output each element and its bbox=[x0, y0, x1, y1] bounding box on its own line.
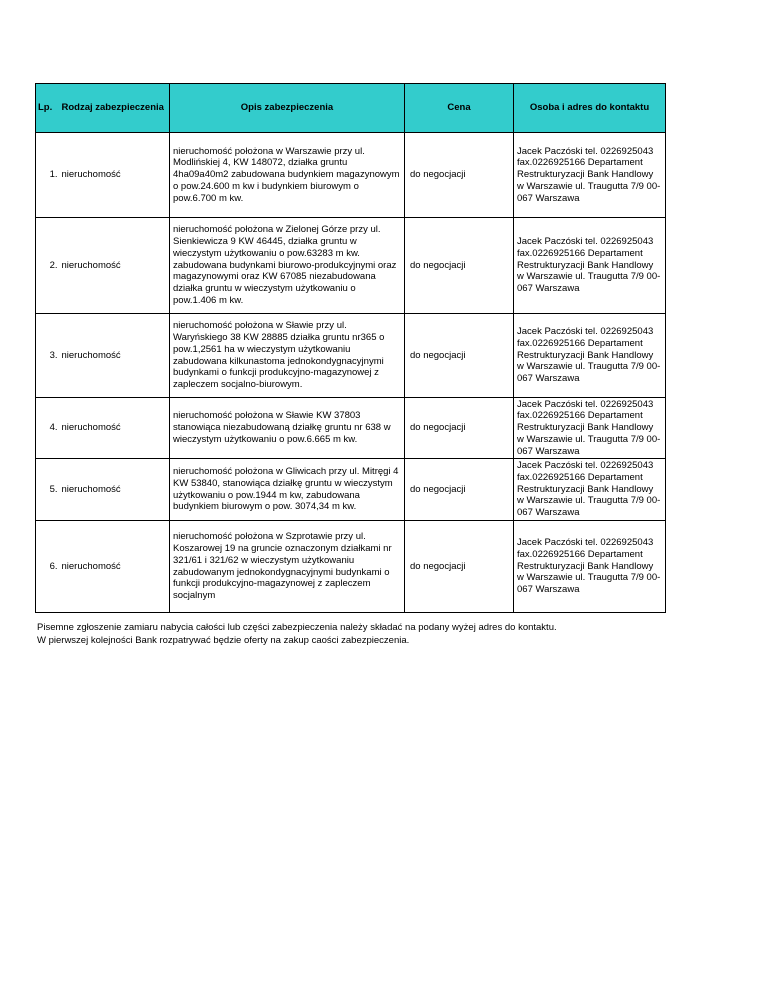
header-kontakt: Osoba i adres do kontaktu bbox=[514, 84, 666, 133]
row-kontakt: Jacek Paczóski tel. 0226925043 fax.0226925166 Departament Restrukturyzacji Bank Handlowy w Warszawie ul. Traugutta 7/9 00-067 Warszawa bbox=[514, 521, 666, 613]
table-row bbox=[36, 314, 666, 398]
footer-line-1: Pisemne zgłoszenie zamiaru nabycia całości lub części zabezpieczenia należy składać na podany wyżej adres do kontaktu. bbox=[37, 622, 557, 633]
row-kontakt: Jacek Paczóski tel. 0226925043 fax.0226925166 Departament Restrukturyzacji Bank Handlowy w Warszawie ul. Traugutta 7/9 00-067 Warszawa bbox=[514, 133, 666, 218]
header-lp: Lp. bbox=[36, 84, 60, 133]
footer-line-2: W pierwszej kolejności Bank rozpatrywać będzie oferty na zakup caości zabezpieczenia. bbox=[37, 634, 410, 646]
row-lp: 6. bbox=[36, 521, 60, 613]
header-cena: Cena bbox=[405, 84, 514, 133]
row-rodzaj: nieruchomość bbox=[60, 218, 170, 314]
table-row bbox=[36, 398, 666, 459]
footer-note bbox=[37, 622, 557, 647]
row-cena: do negocjacji bbox=[405, 218, 514, 314]
row-opis: nieruchomość położona w Szprotawie przy ul. Koszarowej 19 na gruncie oznaczonym działkami nr 321/61 i 321/62 w wieczystym użytkowaniu zabudowanym jednokondygnacyjnymi budynkami o funkcji produkcyjno-magazynowej z zapleczem socjalnym bbox=[170, 521, 405, 613]
table-row bbox=[36, 218, 666, 314]
row-cena: do negocjacji bbox=[405, 521, 514, 613]
row-opis: nieruchomość położona w Gliwicach przy ul. Mitręgi 4 KW 53840, stanowiąca działkę gruntu w wieczystym użytkowaniu o pow.1944 m kw, zabudowana budynkiem biurowym o pow. 3074,34 m kw. bbox=[170, 459, 405, 521]
row-rodzaj: nieruchomość bbox=[60, 398, 170, 459]
header-rodzaj: Rodzaj zabezpieczenia bbox=[60, 84, 170, 133]
row-rodzaj: nieruchomość bbox=[60, 314, 170, 398]
row-lp: 1. bbox=[36, 133, 60, 218]
row-opis: nieruchomość położona w Zielonej Górze przy ul. Sienkiewicza 9 KW 46445, działka gruntu w wieczystym użytkowaniu o pow.63283 m kw. zabudowana budynkami biurowo-produkcyjnymi oraz magazynowymi oraz KW 67085 niezabudowana działka gruntu w wieczystym użytkowaniu o pow.1.406 m kw. bbox=[170, 218, 405, 314]
row-kontakt: Jacek Paczóski tel. 0226925043 fax.0226925166 Departament Restrukturyzacji Bank Handlowy w Warszawie ul. Traugutta 7/9 00-067 Warszawa bbox=[514, 314, 666, 398]
row-cena: do negocjacji bbox=[405, 459, 514, 521]
row-cena: do negocjacji bbox=[405, 398, 514, 459]
row-lp: 2. bbox=[36, 218, 60, 314]
row-kontakt: Jacek Paczóski tel. 0226925043 fax.0226925166 Departament Restrukturyzacji Bank Handlowy w Warszawie ul. Traugutta 7/9 00-067 Warszawa bbox=[514, 218, 666, 314]
row-rodzaj: nieruchomość bbox=[60, 133, 170, 218]
table-row bbox=[36, 521, 666, 613]
row-cena: do negocjacji bbox=[405, 314, 514, 398]
row-lp: 5. bbox=[36, 459, 60, 521]
row-kontakt: Jacek Paczóski tel. 0226925043 fax.0226925166 Departament Restrukturyzacji Bank Handlowy w Warszawie ul. Traugutta 7/9 00-067 Warszawa bbox=[514, 459, 666, 521]
row-opis: nieruchomość położona w Sławie przy ul. Waryńskiego 38 KW 28885 działka gruntu nr365 o pow.1,2561 ha w wieczystym użytkowaniu zabudowana kilkunastoma jednokondygnacyjnymi budynkami o funkcji produkcyjno-magazynowej z zapleczem socjalno-biurowym. bbox=[170, 314, 405, 398]
row-opis: nieruchomość położona w Warszawie przy ul. Modlińskiej 4, KW 148072, działka gruntu 4ha09a40m2 zabudowana budynkiem magazynowym o pow.24.600 m kw i budynkiem biurowym o pow.6.700 m kw. bbox=[170, 133, 405, 218]
row-lp: 3. bbox=[36, 314, 60, 398]
table-row bbox=[36, 133, 666, 218]
table-header-row bbox=[36, 84, 666, 133]
security-table bbox=[35, 83, 666, 613]
row-opis: nieruchomość położona w Sławie KW 37803 stanowiąca niezabudowaną działkę gruntu nr 638 w wieczystym użytkowaniu o pow.6.665 m kw. bbox=[170, 398, 405, 459]
table-row bbox=[36, 459, 666, 521]
row-rodzaj: nieruchomość bbox=[60, 521, 170, 613]
row-cena: do negocjacji bbox=[405, 133, 514, 218]
row-lp: 4. bbox=[36, 398, 60, 459]
row-rodzaj: nieruchomość bbox=[60, 459, 170, 521]
header-opis: Opis zabezpieczenia bbox=[170, 84, 405, 133]
row-kontakt: Jacek Paczóski tel. 0226925043 fax.0226925166 Departament Restrukturyzacji Bank Handlowy w Warszawie ul. Traugutta 7/9 00-067 Warszawa bbox=[514, 398, 666, 459]
